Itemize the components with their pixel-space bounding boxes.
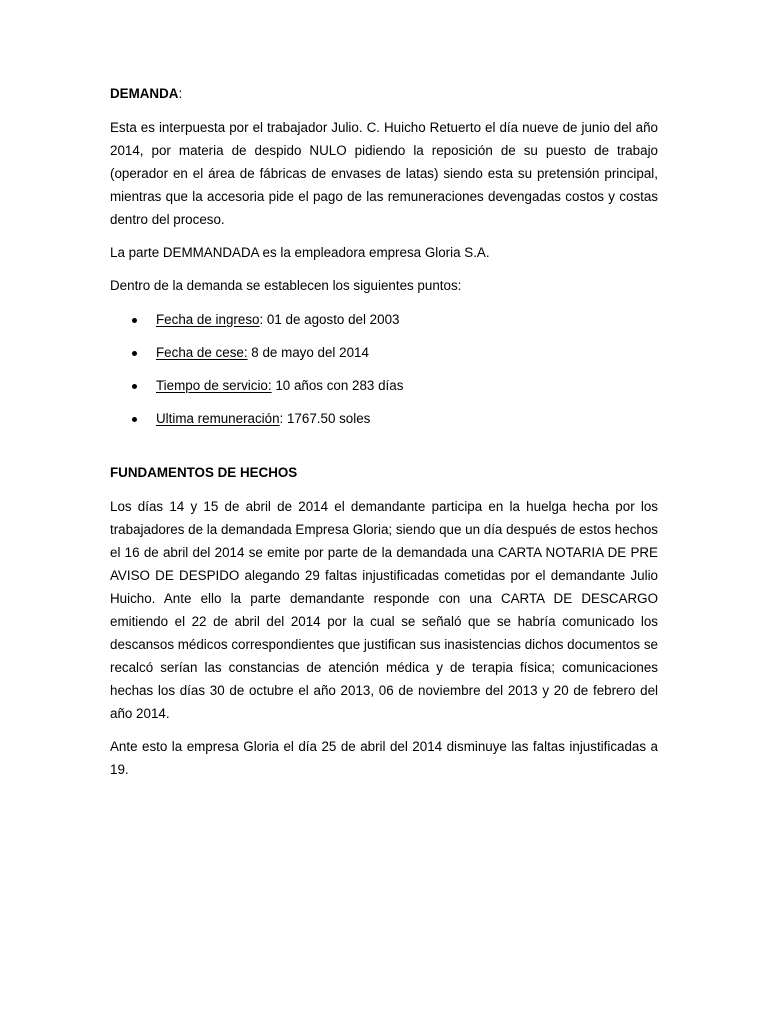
- point-label: Ultima remuneración: [156, 411, 280, 426]
- point-value: : 01 de agosto del 2003: [259, 312, 400, 327]
- demanda-heading: [110, 83, 658, 104]
- demanda-heading-colon: :: [178, 86, 183, 101]
- bullet-icon: [132, 351, 137, 356]
- point-value: 8 de mayo del 2014: [247, 345, 369, 360]
- demanda-paragraph-3: Dentro de la demanda se establecen los siguientes puntos:: [110, 278, 462, 293]
- fundamentos-heading: [110, 462, 658, 483]
- point-label: Fecha de cese:: [156, 345, 248, 360]
- document-page: [110, 83, 658, 781]
- list-item-fecha-cese: [110, 342, 658, 363]
- point-label: Tiempo de servicio:: [156, 378, 272, 393]
- bullet-icon: [132, 417, 137, 422]
- list-item-fecha-ingreso: [110, 309, 658, 330]
- point-label: Fecha de ingreso: [156, 312, 260, 327]
- fundamentos-paragraph-2: Ante esto la empresa Gloria el día 25 de abril del 2014 disminuye las faltas injustificadas a 19.: [110, 739, 658, 777]
- demanda-paragraph-1: Esta es interpuesta por el trabajador Julio. C. Huicho Retuerto el día nueve de junio del año 2014, por materia de despido NULO pidiendo la reposición de su puesto de trabajo (operador en el área de fábricas de envases de latas) siendo esta su pretensión principal, mientras que la accesoria pide el pago de las remuneraciones devengadas costos y costas dentro del proceso.: [110, 120, 658, 227]
- demanda-paragraph-2: La parte DEMMANDADA es la empleadora empresa Gloria S.A.: [110, 245, 490, 260]
- point-value: 10 años con 283 días: [271, 378, 404, 393]
- list-item-ultima-remuneracion: [110, 408, 658, 429]
- bullet-icon: [132, 384, 137, 389]
- demanda-heading-text: DEMANDA: [110, 86, 179, 101]
- fundamentos-heading-text: FUNDAMENTOS DE HECHOS: [110, 465, 298, 480]
- list-item-tiempo-servicio: [110, 375, 658, 396]
- point-value: : 1767.50 soles: [279, 411, 371, 426]
- demanda-points-list: [110, 309, 658, 429]
- fundamentos-paragraph-1: Los días 14 y 15 de abril de 2014 el demandante participa en la huelga hecha por los trabajadores de la demandada Empresa Gloria; siendo que un día después de estos hechos el 16 de abril del 2014 se emite por parte de la demandada una CARTA NOTARIA DE PRE AVISO DE DESPIDO alegando 29 faltas injustificadas cometidas por el demandante Julio Huicho. Ante ello la parte demandante responde con una CARTA DE DESCARGO emitiendo el 22 de abril del 2014 por la cual se señaló que se habría comunicado los descansos médicos correspondientes que justifican sus inasistencias dichos documentos se recalcó serían las constancias de atención médica y de terapia física; comunicaciones hechas los días 30 de octubre el año 2013, 06 de noviembre del 2013 y 20 de febrero del año 2014.: [110, 499, 658, 721]
- bullet-icon: [132, 318, 137, 323]
